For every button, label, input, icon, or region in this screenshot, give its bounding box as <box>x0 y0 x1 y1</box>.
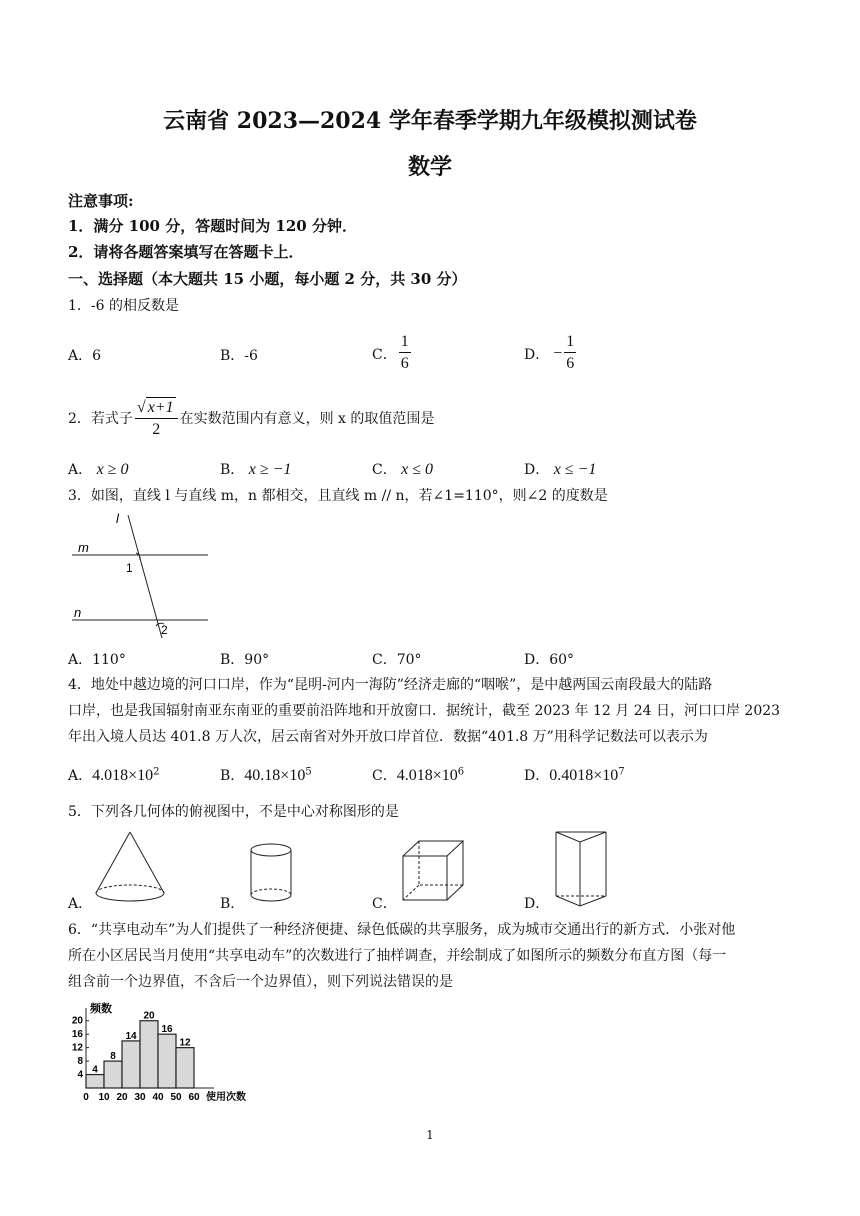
option-value: x ≥ −1 <box>248 461 292 478</box>
y-tick-label: 16 <box>71 1029 83 1041</box>
option-value: x ≤ 0 <box>401 461 434 478</box>
option-label: D． <box>524 768 550 784</box>
bar-data-label: 20 <box>143 1010 155 1022</box>
notice-item-2: 2．请将各题答案填写在答题卡上． <box>68 243 304 261</box>
fraction-numerator: 1 <box>399 332 411 353</box>
q2-option-a <box>68 459 128 479</box>
histogram-bar <box>158 1034 176 1088</box>
section-heading: 一、选择题（本大题共 15 小题，每小题 2 分，共 30 分） <box>68 270 467 288</box>
option-base: 40.18×10 <box>244 767 306 784</box>
q3-option-d: D．60° <box>524 652 575 668</box>
exam-title: 云南省 2023—2024 学年春季学期九年级模拟测试卷 <box>163 108 697 134</box>
bar-data-label: 12 <box>179 1037 191 1049</box>
minus-sign: − <box>553 344 563 362</box>
q5-option-b: B． <box>220 896 245 912</box>
q3-parallel-lines-figure <box>70 510 215 640</box>
triangular-prism-figure <box>552 828 612 910</box>
histogram-bar <box>86 1075 104 1088</box>
bar-data-label: 4 <box>92 1064 98 1076</box>
option-exponent: 5 <box>305 766 312 778</box>
label-n: n <box>74 605 82 620</box>
option-exponent: 7 <box>618 766 625 778</box>
label-l: l <box>116 511 119 526</box>
q4-line-1: 4．地处中越边境的河口口岸，作为“昆明-河内一海防”经济走廊的“咽喉”，是中越两国云南段最大的陆路 <box>68 677 713 693</box>
label-angle-1: 1 <box>126 561 133 575</box>
option-base: 4.018×10 <box>92 767 154 784</box>
q5-option-d: D． <box>524 896 550 912</box>
q3-option-c: C．70° <box>372 652 422 668</box>
q6-line-1: 6．“共享电动车”为人们提供了一种经济便捷、绿色低碳的共享服务，成为城市交通出行的新方式．小张对他 <box>68 922 736 938</box>
x-tick-label: 60 <box>188 1092 200 1103</box>
option-label: A． <box>68 768 93 784</box>
y-tick-label: 12 <box>71 1042 83 1054</box>
q4-line-3: 年出入境人员达 401.8 万人次，居云南省对外开放口岸首位．数据“401.8 万”用科学记数法可以表示为 <box>68 729 708 745</box>
q1-option-b: B．-6 <box>220 348 258 364</box>
q4-option-d <box>524 765 625 785</box>
option-base: 0.4018×10 <box>549 767 619 784</box>
cube-figure <box>400 838 466 908</box>
option-base: 4.018×10 <box>396 767 458 784</box>
q2-option-b <box>220 459 291 479</box>
y-tick-label: 20 <box>71 1015 83 1027</box>
x-tick-label: 40 <box>152 1092 164 1103</box>
y-tick-label: 4 <box>77 1069 83 1081</box>
angle-1-arc <box>136 553 140 560</box>
q2-stem <box>68 397 434 441</box>
option-value: x ≥ 0 <box>96 461 129 478</box>
option-label: D． <box>524 462 550 478</box>
q4-option-c <box>372 765 464 785</box>
q5-option-c: C． <box>372 896 397 912</box>
option-label: B． <box>220 768 245 784</box>
bar-data-label: 16 <box>161 1024 173 1036</box>
histogram-bar <box>176 1048 194 1088</box>
q3-option-a: A．110° <box>68 652 126 668</box>
radicand: x+1 <box>147 399 174 416</box>
x-tick-label: 50 <box>170 1092 182 1103</box>
q4-option-a <box>68 765 160 785</box>
q1-stem: 1．-6 的相反数是 <box>68 298 179 314</box>
histogram-bar <box>140 1021 158 1088</box>
q6-line-2: 所在小区居民当月使用“共享电动车”的次数进行了抽样调查，并绘制成了如图所示的频数分布直方图（每一 <box>68 948 727 964</box>
q1-option-d-fraction <box>564 332 576 375</box>
cone-figure <box>90 828 170 908</box>
option-label: C． <box>372 462 397 478</box>
option-label: A． <box>68 462 93 478</box>
option-label: C． <box>372 768 397 784</box>
q2-option-d <box>524 459 596 479</box>
option-exponent: 6 <box>457 766 465 778</box>
q1-option-a: A．6 <box>68 348 102 364</box>
notice-heading: 注意事项: <box>68 192 134 210</box>
fraction-denominator: 6 <box>400 355 409 372</box>
y-axis-label: 频数 <box>90 1003 112 1015</box>
q1-option-d-label: D． <box>524 346 550 363</box>
fraction-denominator: 2 <box>152 421 161 438</box>
fraction-denominator: 6 <box>566 355 575 372</box>
histogram-bar <box>122 1041 140 1088</box>
cylinder-figure <box>246 840 296 910</box>
q5-option-a: A． <box>68 896 93 912</box>
sqrt-expression <box>135 397 178 419</box>
page-number: 1 <box>426 1128 434 1142</box>
label-angle-2: 2 <box>161 623 168 637</box>
q2-option-c <box>372 459 433 479</box>
q1-option-d <box>524 332 578 375</box>
x-tick-label: 30 <box>134 1092 146 1103</box>
bar-data-label: 14 <box>125 1030 137 1042</box>
q1-option-c <box>372 332 413 375</box>
q2-expression <box>135 397 178 441</box>
option-exponent: 2 <box>153 766 160 778</box>
q1-option-c-fraction <box>399 332 411 375</box>
x-axis-label: 使用次数 <box>206 1092 246 1103</box>
q1-option-c-label: C． <box>372 346 397 363</box>
option-label: B． <box>220 462 245 478</box>
frequency-histogram <box>66 1000 266 1106</box>
q5-stem: 5．下列各几何体的俯视图中，不是中心对称图形的是 <box>68 804 399 820</box>
notice-item-1: 1．满分 100 分，答题时间为 120 分钟． <box>68 217 357 235</box>
q3-option-b: B．90° <box>220 652 270 668</box>
q6-line-3: 组含前一个边界值，不含后一个边界值），则下列说法错误的是 <box>68 974 453 990</box>
histogram-bar <box>104 1061 122 1088</box>
bar-data-label: 8 <box>110 1051 116 1063</box>
y-tick-label: 8 <box>77 1056 83 1068</box>
sqrt-symbol: √ <box>136 398 146 416</box>
x-tick-label: 10 <box>98 1092 110 1103</box>
label-m: m <box>78 540 89 555</box>
q2-prefix: 2．若式子 <box>68 411 133 427</box>
q4-option-b <box>220 765 312 785</box>
q3-stem: 3．如图，直线 l 与直线 m，n 都相交，且直线 m // n，若∠1=110°，则∠2 的度数是 <box>68 488 608 504</box>
fraction-numerator: 1 <box>564 332 576 353</box>
option-value: x ≤ −1 <box>553 461 597 478</box>
x-tick-label: 0 <box>83 1092 89 1103</box>
x-tick-label: 20 <box>116 1092 128 1103</box>
q4-line-2: 口岸，也是我国辐射南亚东南亚的重要前沿阵地和开放窗口．据统计，截至 2023 年 12 月 24 日，河口口岸 2023 <box>68 703 781 719</box>
q2-suffix: 在实数范围内有意义，则 x 的取值范围是 <box>179 411 435 427</box>
subject-title: 数学 <box>407 154 452 180</box>
